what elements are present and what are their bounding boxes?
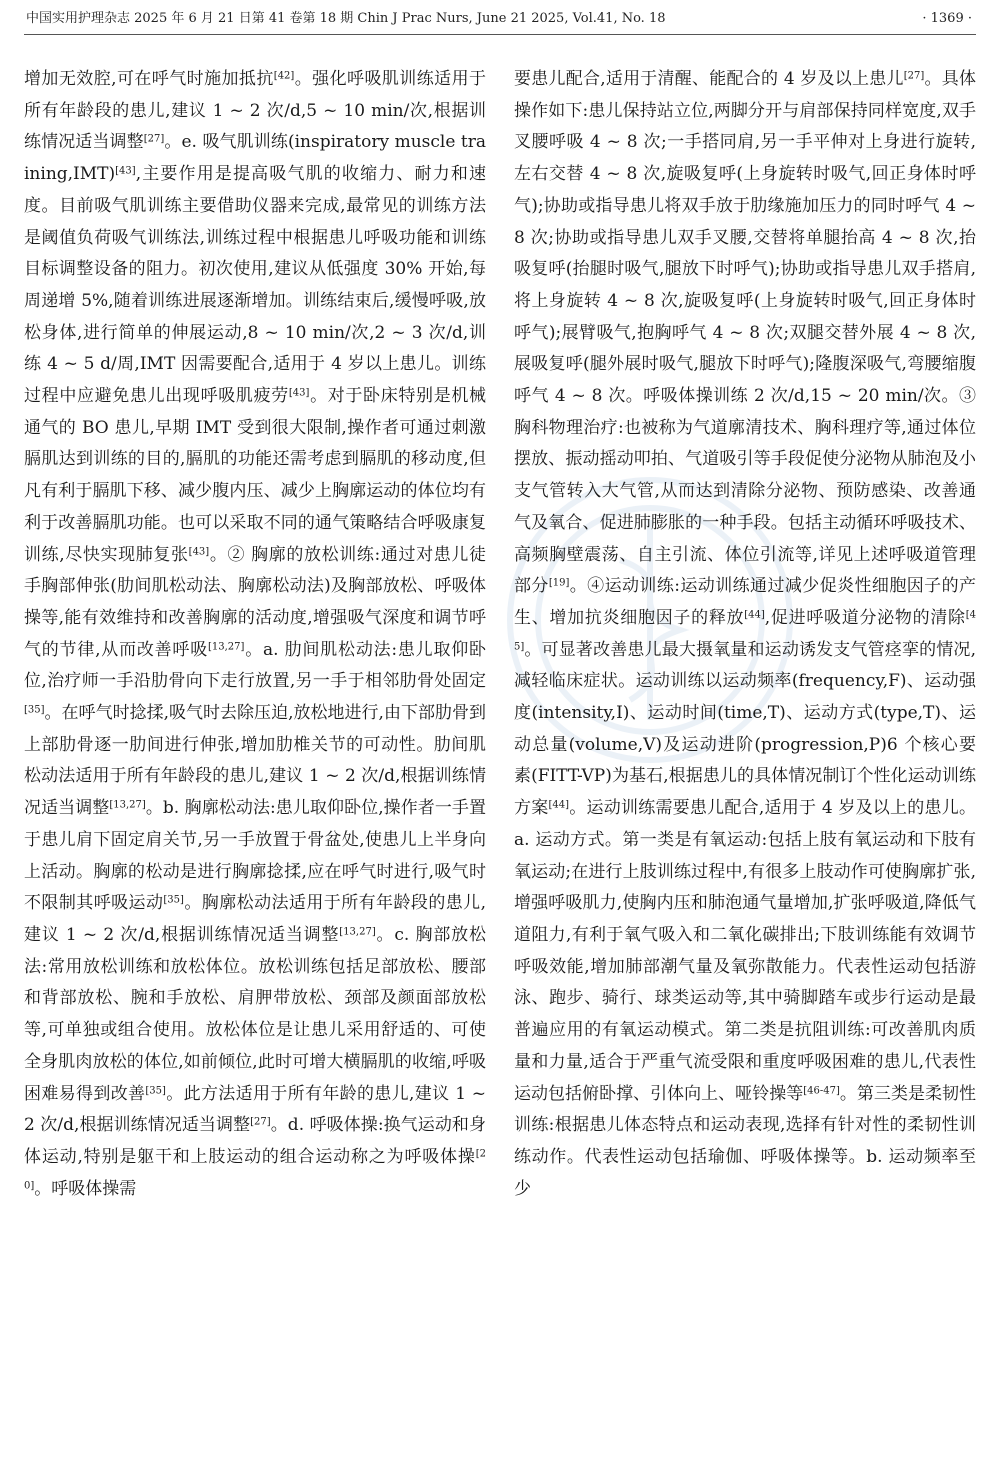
text-run: 。第三类是柔韧性训练:根据患儿体态特点和运动表现,选择有针对性的柔韧性训练动作。代表性运动包括瑜伽、呼吸体操等。b. 运动频率至少 [514, 1083, 977, 1199]
text-run: 。具体操作如下:患儿保持站立位,两脚分开与肩部保持同样宽度,双手叉腰呼吸 4 ~ 8 次;一手搭同肩,另一手平伸对上身进行旋转,左右交替 4 ~ 8 次,旋吸复呼(上身旋转时吸气,回正身体时呼气);协助或指导患儿将双手放于肋缘施加压力的同时呼气 4 ~ 8 次;协助或指导患儿双手叉腰,交替将单腿抬高 4 ~ 8 次,抬吸复呼(抬腿时吸气,腿放下时呼气);协助或指导患儿双手搭肩,将上身旋转 4 ~ 8 次,旋吸复呼(上身旋转时吸气,回正身体时呼气);展臂吸气,抱胸呼气 4 ~ 8 次;双腿交替外展 4 ~ 8 次,展吸复呼(腿外展时吸气,腿放下时呼气);隆腹深吸气,弯腰缩腹呼气 4 ~ 8 次。呼吸体操训练 2 次/d,15 ~ 20 min/次。③胸科物理治疗:也被称为气道廓清技术、胸科理疗等,通过体位摆放、振动摇动叩拍、气道吸引等手段促使分泌物从肺泡及小支气管转入大气管,从而达到清除分泌物、预防感染、改善通气及氧合、促进肺膨胀的一种手段。包括主动循环呼吸技术、高频胸壁震荡、自主引流、体位引流等,详见上述呼吸道管理部分 [514, 69, 976, 597]
text-run: 。b. 胸廓松动法:患儿取仰卧位,操作者一手置于患儿肩下固定肩关节,另一手放置于骨盆处,使患儿上半身向上活动。胸廓的松动是进行胸廓捻揉,应在呼气时进行,吸气时不限制其呼吸运动 [24, 798, 487, 914]
citation-ref: [42] [273, 70, 295, 82]
citation-ref: [43] [288, 387, 310, 399]
text-run: 。e. 吸气肌训练(inspiratory muscle training,IMT) [24, 132, 487, 185]
text-run: 增加无效腔,可在呼气时施加抵抗 [24, 69, 274, 89]
text-run: ,主要作用是提高吸气肌的收缩力、耐力和速度。目前吸气肌训练主要借助仪器来完成,最常见的训练方法是阈值负荷吸气训练法,训练过程中根据患儿呼吸功能和训练目标调整设备的阻力。初次使用,建议从低强度 30% 开始,每周递增 5%,随着训练进展逐渐增加。训练结束后,缓慢呼吸,放松身体,进行简单的伸展运动,8 ~ 10 min/次,2 ~ 3 次/d,训练 4 ~ 5 d/周,IMT 因需要配合,适用于 4 岁以上患儿。训练过程中应避免患儿出现呼吸肌疲劳 [24, 164, 486, 407]
left-column [24, 64, 486, 1205]
text-run: 。在呼气时捻揉,吸气时去除压迫,放松地进行,由下部肋骨到上部肋骨逐一肋间进行伸张,增加肋椎关节的可动性。肋间肌松动法适用于所有年龄段的患儿,建议 1 ~ 2 次/d,根据训练情况适当调整 [24, 703, 486, 819]
citation-ref: [27] [250, 1116, 271, 1128]
text-run: 。胸廓松动法适用于所有年龄段的患儿,建议 1 ~ 2 次/d,根据训练情况适当调整 [24, 893, 486, 945]
citation-ref: [43] [188, 546, 210, 558]
citation-ref: [13,27] [339, 926, 376, 938]
text-run: 。可显著改善患儿最大摄氧量和运动诱发支气管痉挛的情况,减轻临床症状。运动训练以运动频率(frequency,F)、运动强度(intensity,I)、运动时间(time,T)、运动方式(type,T)、运动总量(volume,V)及运动进阶(progression,P)6 个核心要素(FITT-VP)为基石,根据患儿的具体情况制订个性化运动训练方案 [514, 639, 976, 819]
citation-ref: [44] [744, 609, 765, 621]
page-number: · 1369 · [922, 11, 972, 26]
text-run: 。④运动训练:运动训练通过减少促炎性细胞因子的产生、增加抗炎细胞因子的释放 [514, 576, 976, 628]
text-run: 要患儿配合,适用于清醒、能配合的 4 岁及以上患儿 [514, 69, 904, 89]
body-paragraph [514, 64, 976, 1205]
text-run: 。呼吸体操需 [34, 1178, 137, 1199]
text-run: 。a. 肋间肌松动法:患儿取仰卧位,治疗师一手沿肋骨向下走行放置,另一手于相邻肋骨处固定 [24, 639, 487, 692]
text-run: 。运动训练需要患儿配合,适用于 4 岁及以上的患儿。a. 运动方式。第一类是有氧运动:包括上肢有氧运动和下肢有氧运动;在进行上肢训练过程中,有很多上肢动作可使胸廓扩张,增强呼吸肌力,使胸内压和肺泡通气量增加,扩张呼吸道,降低气道阻力,有利于氧气吸入和二氧化碳排出;下肢训练能有效调节呼吸效能,增加肺部潮气量及氧弥散能力。代表性运动包括游泳、跑步、骑行、球类运动等,其中骑脚踏车或步行运动是最普遍应用的有氧运动模式。第二类是抗阻训练:可改善肌肉质量和力量,适合于严重气流受限和重度呼吸困难的患儿,代表性运动包括俯卧撑、引体向上、哑铃操等 [514, 798, 977, 1104]
text-run: 。此方法适用于所有年龄的患儿,建议 1 ~ 2 次/d,根据训练情况适当调整 [24, 1083, 486, 1136]
text-run: 。对于卧床特别是机械通气的 BO 患儿,早期 IMT 受到很大限制,操作者可通过刺激膈肌达到训练的目的,膈肌的功能还需考虑到膈肌的移动度,但凡有利于膈肌下移、减少腹内压、减少上胸廓运动的体位均有利于改善膈肌功能。也可以采取不同的通气策略结合呼吸康复训练,尽快实现肺复张 [24, 386, 487, 565]
citation-ref: [35] [163, 894, 184, 906]
text-run: 。② 胸廓的放松训练:通过对患儿徒手胸部伸张(肋间肌松动法、胸廓松动法)及胸部放松、呼吸体操等,能有效维持和改善胸廓的活动度,增强吸气深度和调节呼气的节律,从而改善呼吸 [24, 544, 486, 660]
citation-ref: [43] [115, 165, 136, 177]
citation-ref: [27] [903, 70, 925, 82]
citation-ref: [27] [143, 133, 165, 145]
citation-ref: [35] [145, 1085, 166, 1096]
text-run: 。d. 呼吸体操:换气运动和身体运动,特别是躯干和上肢运动的组合运动称之为呼吸体操 [24, 1115, 486, 1167]
text-run: ,促进呼吸道分泌物的清除 [764, 607, 966, 628]
citation-ref: [35] [24, 704, 45, 716]
citation-ref: [44] [548, 799, 570, 811]
citation-ref: [13,27] [207, 641, 245, 653]
citation-ref: [46-47] [803, 1085, 840, 1096]
citation-ref: [45] [514, 609, 977, 653]
right-column [514, 64, 976, 1205]
text-run: 。c. 胸部放松法:常用放松训练和放松体位。放松训练包括足部放松、腰部和背部放松、腕和手放松、肩胛带放松、颈部及颜面部放松等,可单独或组合使用。放松体位是让患儿采用舒适的、可使全身肌肉放松的体位,如前倾位,此时可增大横膈肌的收缩,呼吸困难易得到改善 [24, 924, 486, 1104]
body-paragraph [24, 64, 486, 1205]
citation-ref: [19] [548, 577, 570, 589]
journal-citation-line: 中国实用护理杂志 2025 年 6 月 21 日第 41 卷第 18 期 Chin J Prac Nurs, June 21 2025, Vol.41, No. 18 [26, 11, 666, 26]
citation-ref: [13,27] [109, 799, 146, 811]
running-header [24, 4, 976, 35]
citation-ref: [20] [24, 1148, 486, 1192]
text-run: 。强化呼吸肌训练适用于所有年龄段的患儿,建议 1 ~ 2 次/d,5 ~ 10 min/次,根据训练情况适当调整 [24, 69, 487, 153]
